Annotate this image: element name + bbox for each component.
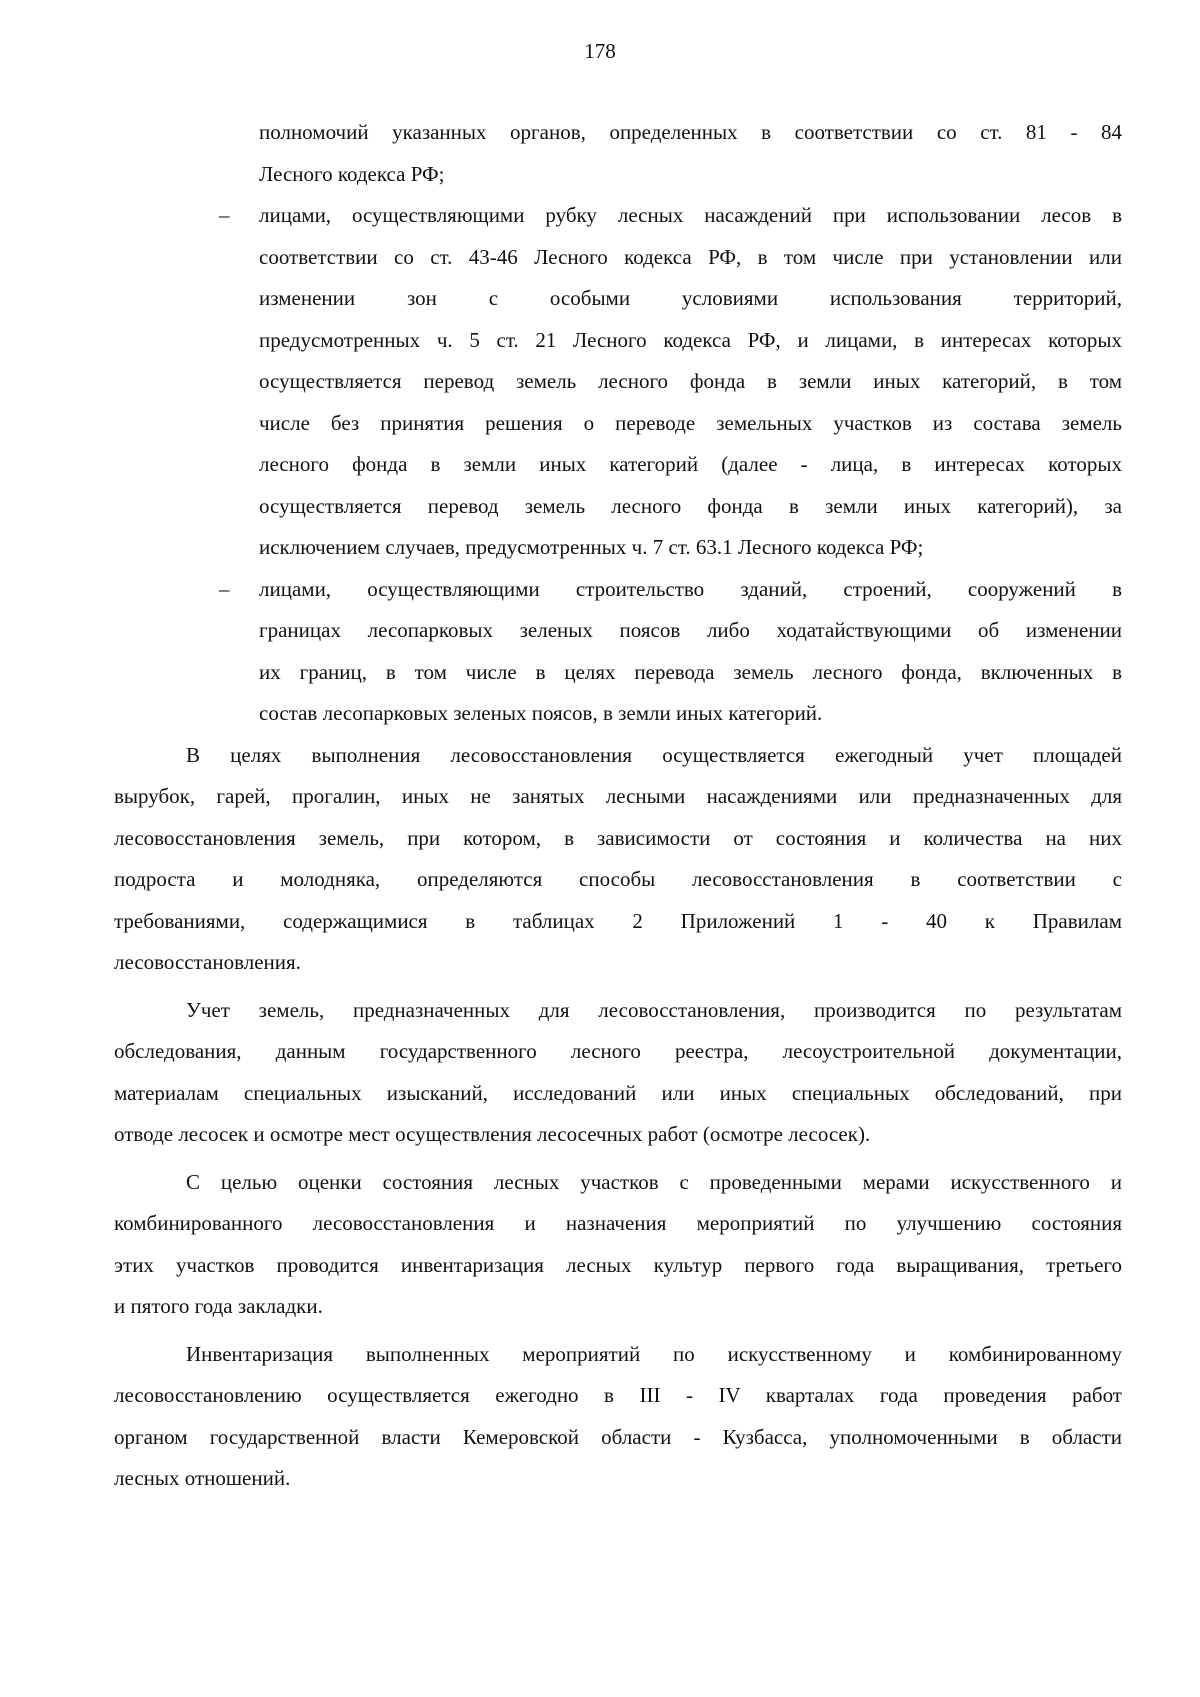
text-line: Инвентаризация выполненных мероприятий по искусственному и комбинированному [186, 1341, 1122, 1366]
paragraph [114, 1334, 1122, 1500]
text-line: Учет земель, предназначенных для лесовосстановления, производится по результатам [186, 997, 1122, 1022]
text-line: лицами, осуществляющими строительство зданий, строений, сооружений в [259, 576, 1122, 601]
list-item [219, 195, 1122, 569]
paragraph [114, 990, 1122, 1156]
text-line: и пятого года закладки. [114, 1294, 323, 1318]
text-line: их границ, в том числе в целях перевода земель лесного фонда, включенных в [259, 659, 1122, 684]
text-line: состав лесопарковых зеленых поясов, в земли иных категорий. [259, 701, 823, 725]
dash-bullet: – [219, 576, 230, 601]
list-continuation [259, 112, 1122, 195]
text-line: лесовосстановления. [114, 950, 301, 974]
text-line: органом государственной власти Кемеровской области - Кузбасса, уполномоченными в области [114, 1424, 1122, 1449]
text-line: В целях выполнения лесовосстановления осуществляется ежегодный учет площадей [186, 742, 1122, 767]
list-item [219, 569, 1122, 735]
text-line: исключением случаев, предусмотренных ч. 7 ст. 63.1 Лесного кодекса РФ; [259, 535, 924, 559]
text-line: числе без принятия решения о переводе земельных участков из состава земель [259, 410, 1122, 435]
text-line: лесовосстановлению осуществляется ежегодно в III - IV кварталах года проведения работ [114, 1383, 1122, 1407]
text-line: лесных отношений. [114, 1466, 291, 1490]
text-line: подроста и молодняка, определяются способы лесовосстановления в соответствии с [114, 867, 1122, 891]
text-line: Лесного кодекса РФ; [259, 161, 445, 186]
text-line: этих участков проводится инвентаризация лесных культур первого года выращивания, третьего [114, 1252, 1122, 1277]
page-number: 178 [584, 39, 616, 63]
text-line: требованиями, содержащимися в таблицах 2 Приложений 1 - 40 к Правилам [114, 908, 1122, 933]
text-line: предусмотренных ч. 5 ст. 21 Лесного кодекса РФ, и лицами, в интересах которых [259, 327, 1122, 352]
text-line: отводе лесосек и осмотре мест осуществления лесосечных работ (осмотре лесосек). [114, 1122, 871, 1146]
text-line: вырубок, гарей, прогалин, иных не занятых лесными насаждениями или предназначенных для [114, 784, 1122, 808]
text-line: С целью оценки состояния лесных участков с проведенными мерами искусственного и [186, 1169, 1122, 1194]
text-line: комбинированного лесовосстановления и назначения мероприятий по улучшению состояния [114, 1211, 1122, 1235]
text-line: лесного фонда в земли иных категорий (далее - лица, в интересах которых [259, 452, 1122, 476]
text-line: границах лесопарковых зеленых поясов либо ходатайствующими об изменении [259, 618, 1122, 642]
paragraph [114, 1162, 1122, 1328]
text-line: соответствии со ст. 43-46 Лесного кодекса РФ, в том числе при установлении или [259, 244, 1122, 269]
text-line: материалам специальных изысканий, исследований или иных специальных обследований, при [114, 1080, 1122, 1105]
document-body [114, 112, 1122, 1500]
text-line: полномочий указанных органов, определенных в соответствии со ст. 81 - 84 [259, 120, 1122, 144]
text-line: осуществляется перевод земель лесного фонда в земли иных категорий, в том [259, 369, 1122, 393]
text-line: лицами, осуществляющими рубку лесных насаждений при использовании лесов в [259, 203, 1122, 227]
dash-bullet: – [219, 203, 230, 227]
text-line: осуществляется перевод земель лесного фонда в земли иных категорий), за [259, 493, 1122, 518]
text-line: обследования, данным государственного лесного реестра, лесоустроительной документации, [114, 1039, 1122, 1063]
text-line: лесовосстановления земель, при котором, в зависимости от состояния и количества на них [114, 825, 1122, 850]
paragraph [114, 735, 1122, 984]
text-line: изменении зон с особыми условиями использования территорий, [259, 286, 1122, 310]
